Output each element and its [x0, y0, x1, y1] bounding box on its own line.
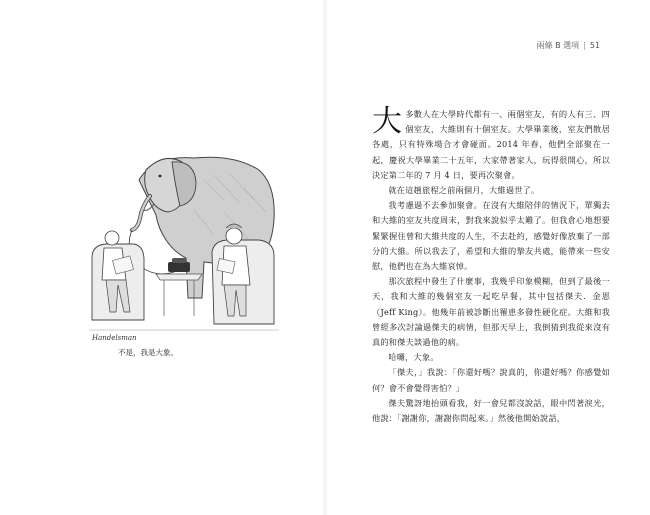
body-text [372, 104, 610, 426]
paragraph: 傑夫驚訝地抬頭看我，好一會兒都沒說話，眼中閃著淚光，他說：「謝謝你，謝謝你問起來。」然後他開始說話， [372, 397, 610, 424]
man-in-armchair [92, 231, 144, 320]
artist-signature: Handelsman [92, 334, 137, 342]
illustration-caption: 不是，我是大象。 [118, 348, 178, 357]
header-separator: | [583, 41, 586, 50]
paragraph: 那次旅程中發生了什麼事，我幾乎印象模糊，但到了最後一天，我和大維的幾個室友一起吃早餐，其中包括傑夫．金恩（Jeff King）。他幾年前被診斷出罹患多發性硬化症。大維和我曾經多次討論過傑夫的病情，但那天早上，我倒猜到我從來沒有真的和傑夫談過他的病。 [372, 276, 610, 348]
paragraph: 哈囉，大象。 [388, 352, 439, 363]
section-title: 兩條 B 選項 [536, 41, 580, 50]
paragraph: 「傑夫，」我說：「你還好嗎？說真的，你還好嗎？你感覺如何？會不會覺得害怕？」 [372, 367, 610, 393]
paragraph: 就在這趟旅程之前兩個月，大維過世了。 [388, 185, 540, 196]
page-gutter [322, 0, 328, 515]
page-number: 51 [589, 41, 600, 50]
running-head [537, 40, 600, 51]
drop-cap: 大 [372, 104, 403, 139]
paragraph: 我考慮過不去參加聚會。在沒有大維陪伴的情況下，單獨去和大維的室友共度周末，對我來說似乎太難了。但我倉心地想要緊緊握住曾和大維共度的人生，不去赴約，感覺好像放棄了一部分的大維。所以我去了，希望和大維的摯友共處，能帶來一些安慰，他們也在為大維哀悼。 [372, 200, 610, 272]
opening-paragraph: 大多數人在大學時代都有一、兩個室友，有的人有三、四個室友，大維則有十個室友。大學畢業後，室友們散居各處，只有特殊場合才會碰面。2014 年春，他們全部聚在一起，慶祝大學畢業二十五年，大家帶著家人，玩得很開心，所以決定第二年的 7 月 4 日，要再次聚會。 [372, 104, 610, 180]
elephant-cartoon-illustration [84, 140, 284, 345]
